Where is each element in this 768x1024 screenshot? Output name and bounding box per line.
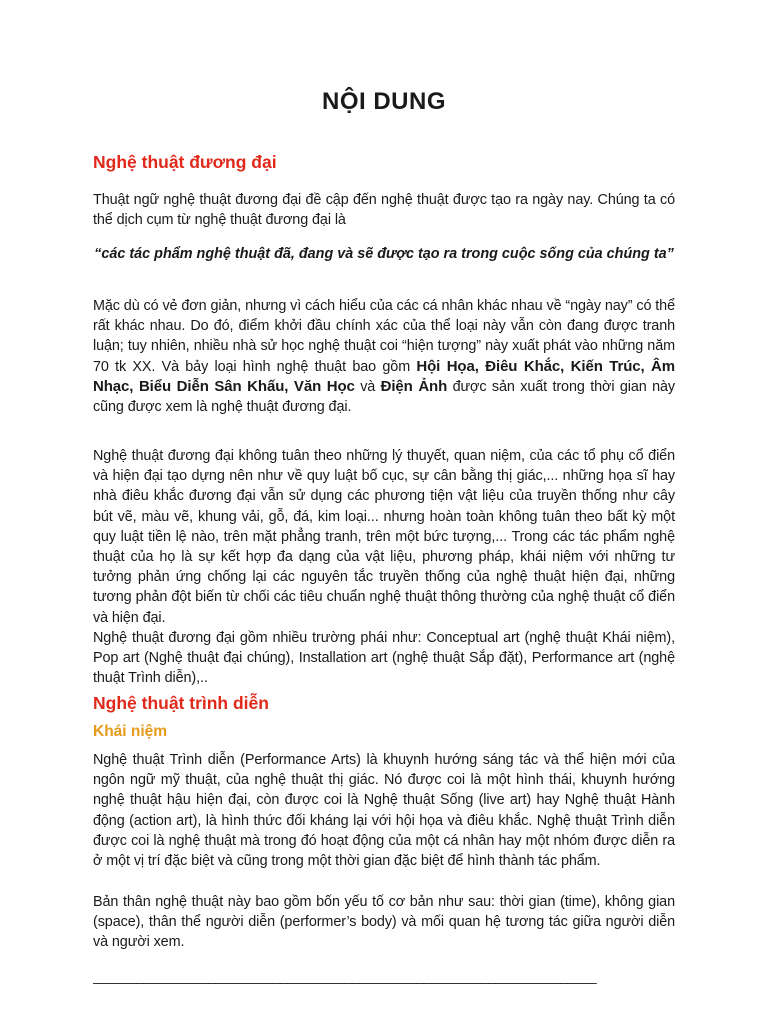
paragraph-history-text-1: Mặc dù có vẻ đơn giản, nhưng vì cách hiểu của các cá nhân khác nhau về “ngày nay” có thể rất khác nhau. Do đó, điểm khởi đầu chính xác của thể loại này vẫn còn đang được tranh luận; tuy nhiên, nhiều nhà sử học nghệ thuật coi “hiện tượng” này xuất phát vào những năm 70 tk XX. Và bảy loại hình nghệ thuật bao gồm	[93, 298, 675, 375]
paragraph-history-text-3: được sản xuất trong thời gian này cũng được xem là nghệ thuật đương đại.	[93, 378, 675, 416]
page-title: NỘI DUNG	[322, 88, 446, 115]
paragraph-history-bold-cinema: Điện Ảnh	[380, 377, 448, 395]
divider-line: ______________________________________________________________________	[93, 968, 597, 984]
paragraph-history	[93, 296, 675, 417]
subheading-concept: Khái niệm	[93, 723, 168, 740]
paragraph-performance-elements: Bản thân nghệ thuật này bao gồm bốn yếu tố cơ bản như sau: thời gian (time), không gian (space), thân thể người diễn (performer’s body) và mối quan hệ tương tác giữa người diễn và người xem.	[93, 894, 675, 951]
paragraph-intro: Thuật ngữ nghệ thuật đương đại đề cập đến nghệ thuật được tạo ra ngày nay. Chúng ta có thể dịch cụm từ nghệ thuật đương đại là	[93, 192, 675, 229]
paragraph-characteristics: Nghệ thuật đương đại không tuân theo những lý thuyết, quan niệm, của các tổ phụ cổ điển và hiện đại tạo dựng nên như về quy luật bố cục, sự cân bằng thị giác,... những họa sĩ hay nhà điêu khắc đương đại vẫn sử dụng các phương tiện vật liệu của truyền thống như cây bút vẽ, màu vẽ, khung vải, gỗ, đá, kim loại... nhưng hoàn toàn không tuân theo bất kỳ một quy luật tiền lệ nào, trên mặt phẳng tranh, trên một bức tượng,... Trong các tác phẩm nghệ thuật của họ là sự kết hợp đa dạng của vật liệu, phương pháp, khái niệm với những tư tưởng phản ứng chống lại các nguyên tắc truyền thống của nghệ thuật hiện đại, những tương phản đột biến từ chối các tiêu chuẩn nghệ thuật thông thường của nghệ thuật cổ điển và hiện đại.	[93, 448, 675, 626]
paragraph-performance-definition: Nghệ thuật Trình diễn (Performance Arts) là khuynh hướng sáng tác và thể hiện mới của ngôn ngữ mỹ thuật, của nghệ thuật thị giác. Nó được coi là một hình thái, khuynh hướng nghệ thuật hậu hiện đại, còn được coi là Nghệ thuật Sống (live art) hay Nghệ thuật Hành động (action art), là hình thức đối kháng lại với hội họa và điêu khắc. Nghệ thuật Trình diễn được coi là nghệ thuật mà trong đó hoạt động của một cá nhân hay một nhóm được diễn ra ở một vị trí đặc biệt và cũng trong một thời gian đặc biệt để hình thành tác phẩm.	[93, 752, 675, 870]
quote-definition: “các tác phẩm nghệ thuật đã, đang và sẽ được tạo ra trong cuộc sống của chúng ta”	[94, 246, 674, 262]
paragraph-history-bold-arts: Hội Họa, Điêu Khắc, Kiến Trúc, Âm Nhạc, Biểu Diễn Sân Khấu, Văn Học	[93, 357, 675, 395]
paragraph-schools: Nghệ thuật đương đại gồm nhiều trường phái như: Conceptual art (nghệ thuật Khái niệm), Pop art (Nghệ thuật đại chúng), Installation art (nghệ thuật Sắp đặt), Performance art (nghệ thuật Trình diễn),..	[93, 630, 675, 687]
paragraph-history-text-2: và	[354, 378, 381, 395]
section-heading-performance-art: Nghệ thuật trình diễn	[93, 693, 269, 713]
section-heading-contemporary-art: Nghệ thuật đương đại	[93, 152, 277, 172]
